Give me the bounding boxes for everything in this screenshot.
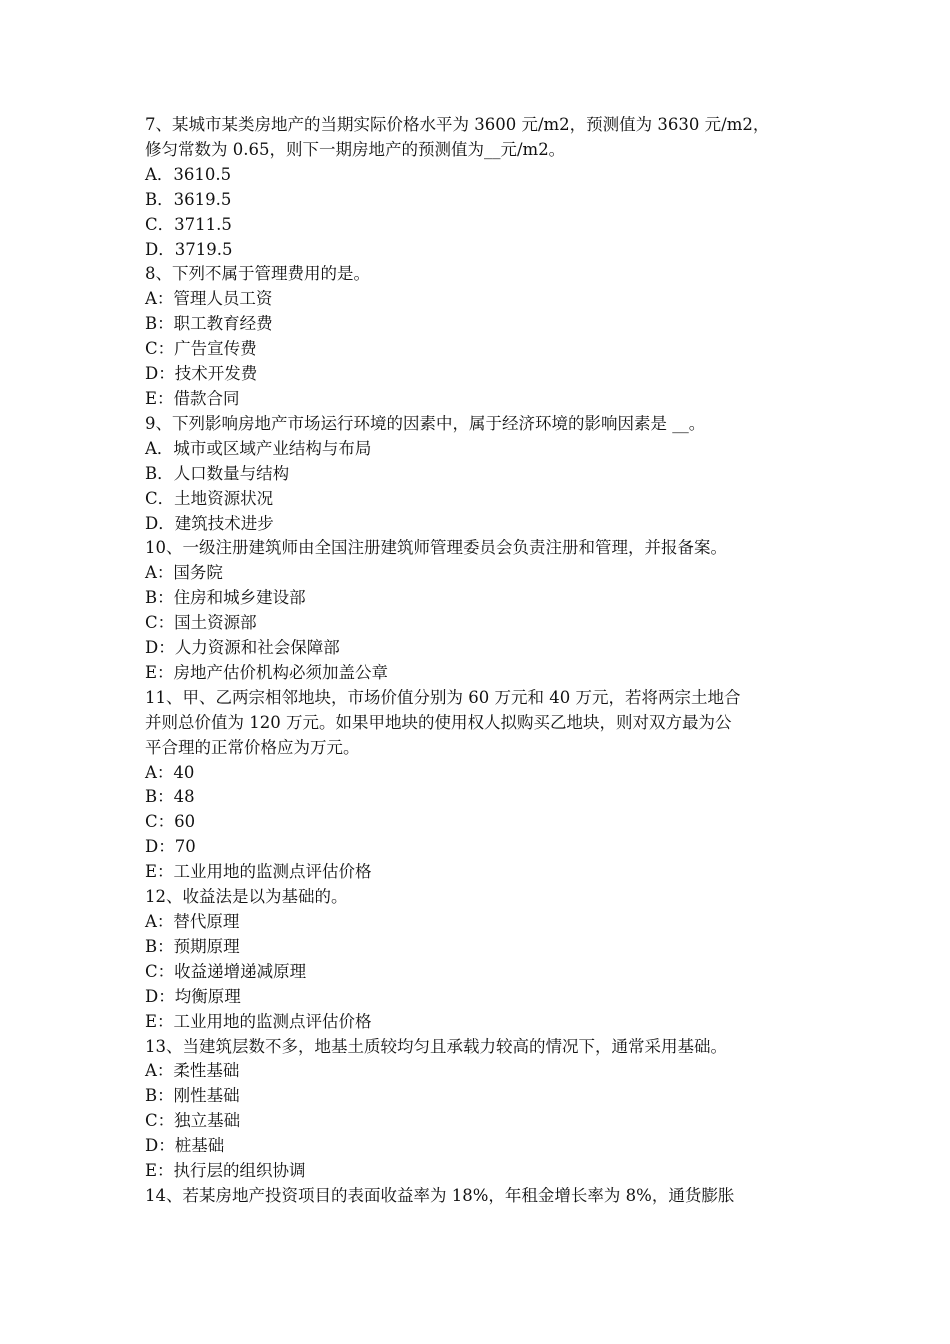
option-c: C．土地资源状况	[145, 488, 274, 508]
option-a: A：国务院	[145, 563, 223, 583]
option-a: A：柔性基础	[145, 1061, 240, 1081]
question-text: 修匀常数为 0.65，则下一期房地产的预测值为__元/m2。	[145, 139, 566, 159]
option-e: E：房地产估价机构必须加盖公章	[145, 662, 389, 682]
option-c: C：60	[145, 812, 196, 832]
option-c: C．3711.5	[145, 214, 232, 234]
option-d: D：均衡原理	[145, 986, 241, 1006]
option-e: E：工业用地的监测点评估价格	[145, 1011, 372, 1031]
option-a: A：替代原理	[145, 912, 240, 931]
option-e: E：借款合同	[145, 388, 240, 408]
option-d: D：70	[145, 837, 196, 857]
option-d: D：桩基础	[145, 1136, 225, 1156]
question-10	[145, 536, 810, 685]
option-b: B：职工教育经费	[145, 314, 273, 334]
option-a: A．3610.5	[145, 164, 232, 184]
question-text: 9、下列影响房地产市场运行环境的因素中，属于经济环境的影响因素是 __。	[145, 413, 706, 433]
option-c: C：独立基础	[145, 1111, 241, 1131]
option-d: D．建筑技术进步	[145, 513, 274, 533]
question-12	[145, 885, 810, 1034]
question-text: 并则总价值为 120 万元。如果甲地块的使用权人拟购买乙地块，则对双方最为公	[145, 712, 732, 732]
question-text: 8、下列不属于管理费用的是。	[145, 264, 370, 284]
option-b: B：刚性基础	[145, 1086, 240, 1106]
option-c: C：收益递增递减原理	[145, 961, 307, 981]
option-d: D：人力资源和社会保障部	[145, 638, 340, 658]
question-text: 13、当建筑层数不多，地基土质较均匀且承载力较高的情况下，通常采用基础。	[145, 1036, 727, 1056]
option-d: D：技术开发费	[145, 364, 258, 384]
option-c: C：广告宣传费	[145, 339, 257, 359]
question-7	[145, 113, 810, 262]
option-a: A：40	[145, 762, 195, 782]
question-11	[145, 686, 810, 885]
question-9	[145, 412, 810, 537]
option-b: B：住房和城乡建设部	[145, 588, 306, 608]
option-e: E：执行层的组织协调	[145, 1161, 306, 1181]
question-text: 7、某城市某类房地产的当期实际价格水平为 3600 元/m2，预测值为 3630 元/m2，	[145, 115, 770, 134]
option-e: E：工业用地的监测点评估价格	[145, 862, 372, 882]
question-list	[145, 113, 810, 1209]
question-text: 平合理的正常价格应为万元。	[145, 737, 360, 757]
question-8	[145, 262, 810, 411]
option-b: B．3619.5	[145, 189, 232, 209]
option-a: A：管理人员工资	[145, 289, 273, 309]
question-text: 10、一级注册建筑师由全国注册建筑师管理委员会负责注册和管理，并报备案。	[145, 538, 727, 558]
question-text: 14、若某房地产投资项目的表面收益率为 18%，年租金增长率为 8%，通货膨胀	[145, 1185, 735, 1205]
option-c: C：国土资源部	[145, 613, 257, 633]
question-13	[145, 1035, 810, 1184]
option-a: A．城市或区域产业结构与布局	[145, 438, 372, 458]
option-d: D．3719.5	[145, 239, 233, 259]
question-text: 12、收益法是以为基础的。	[145, 887, 348, 907]
option-b: B．人口数量与结构	[145, 463, 290, 483]
question-14	[145, 1184, 810, 1209]
option-b: B：预期原理	[145, 936, 240, 956]
option-b: B：48	[145, 787, 195, 807]
question-text: 11、甲、乙两宗相邻地块，市场价值分别为 60 万元和 40 万元，若将两宗土地合	[145, 687, 741, 707]
